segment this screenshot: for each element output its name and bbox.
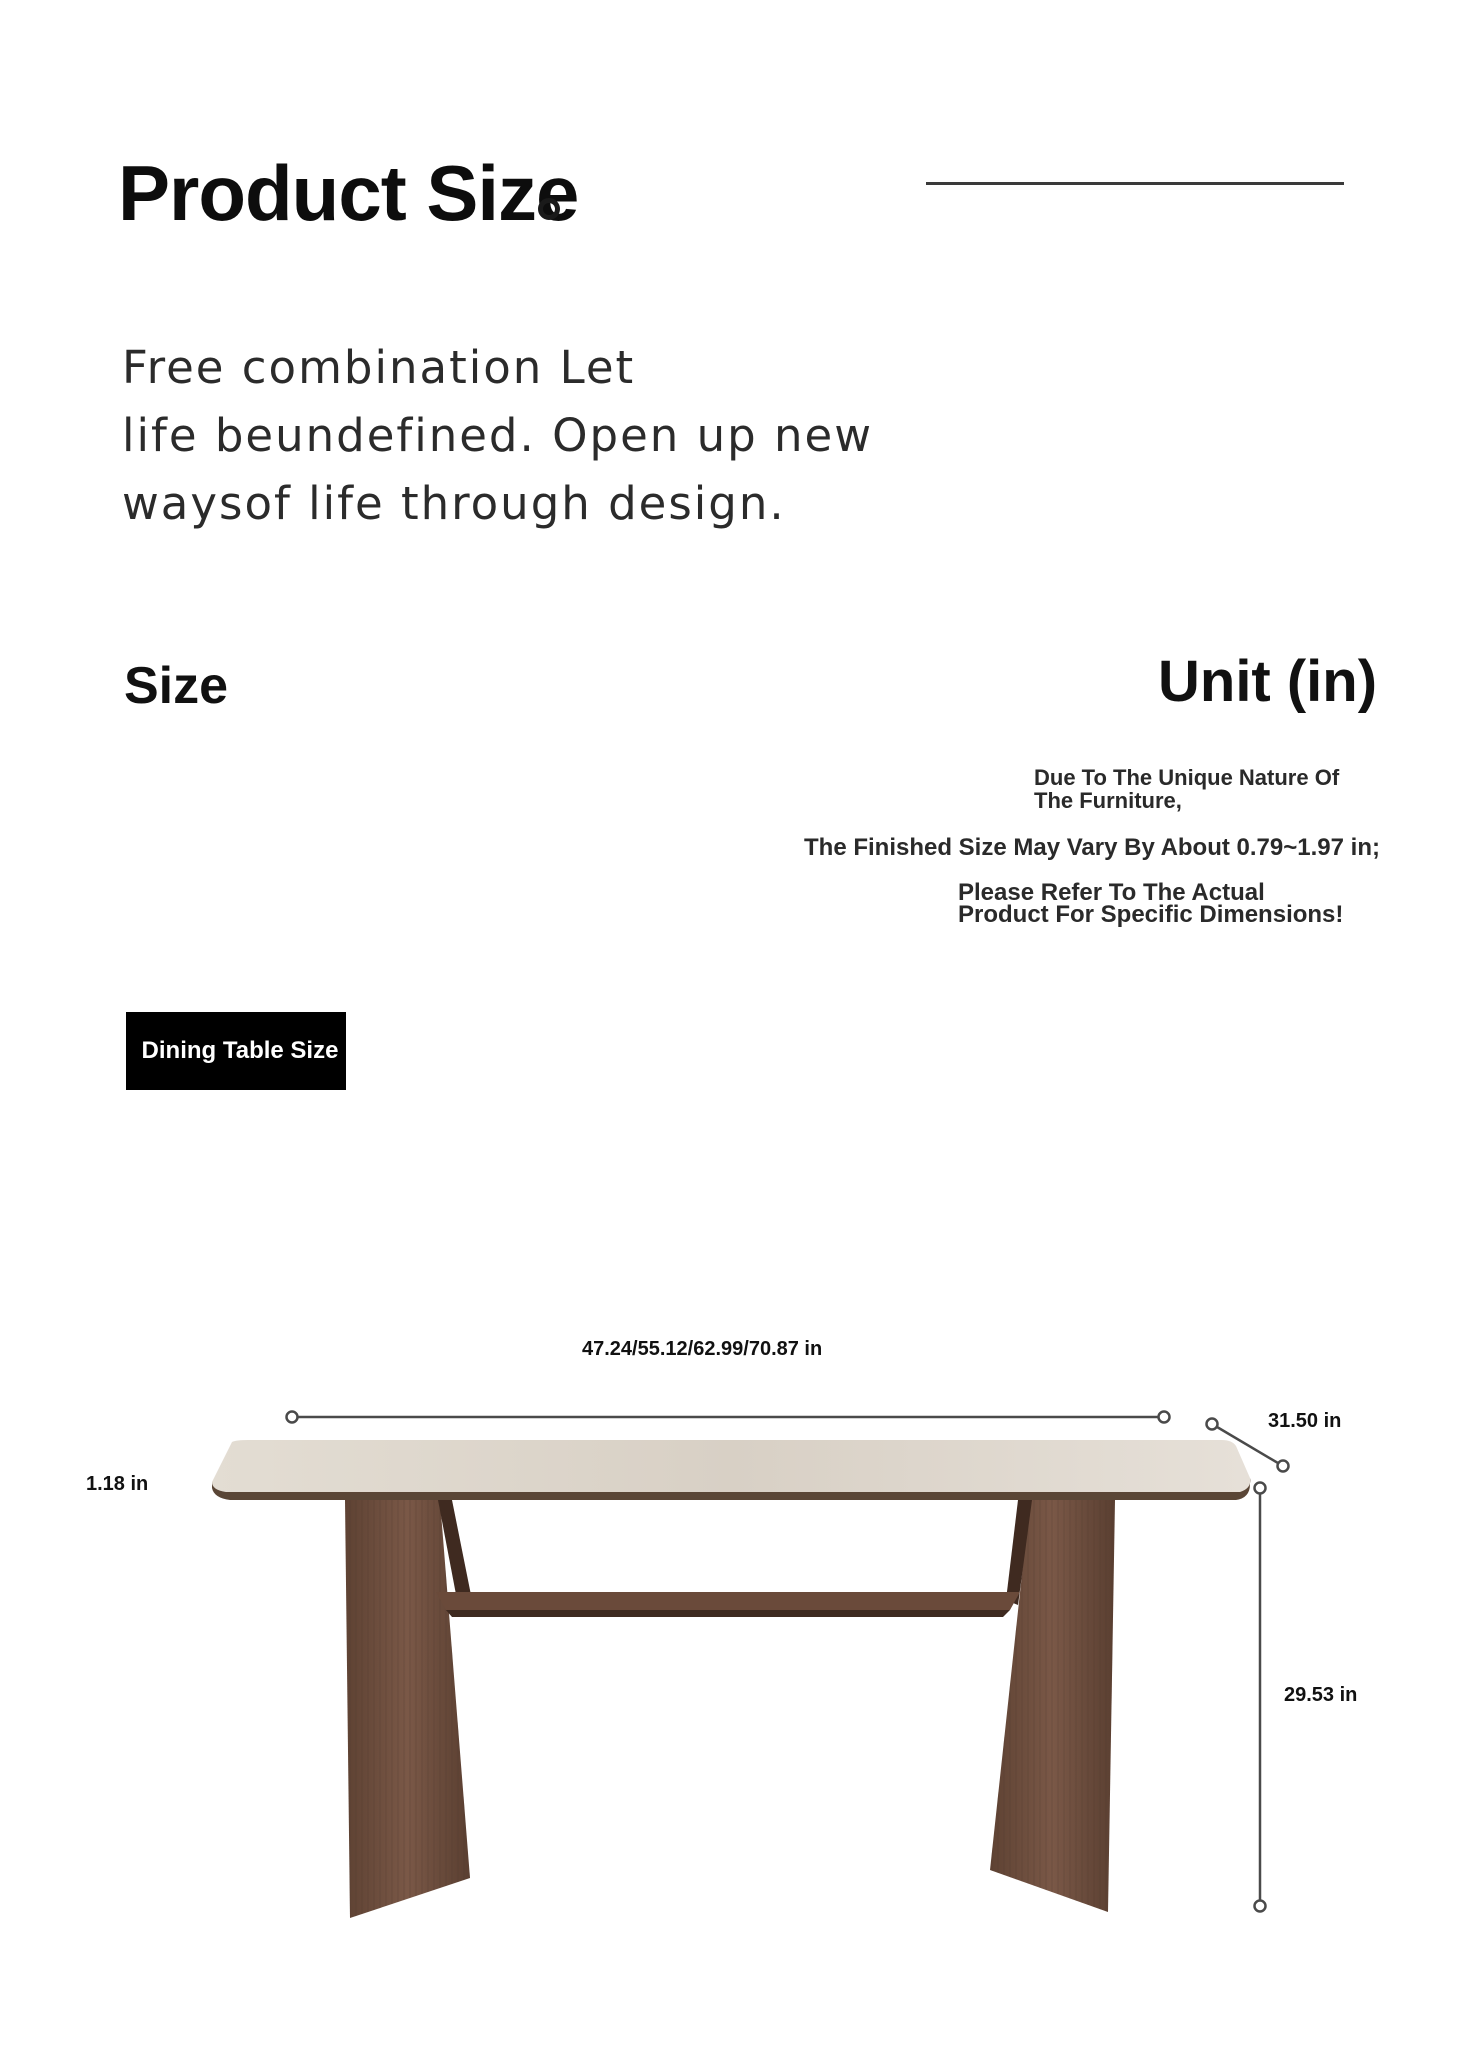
top-thickness-label: 1.18 in (86, 1473, 149, 1495)
height-dimension-label: 29.53 in (1284, 1684, 1358, 1706)
size-note-3-line-1: Please Refer To The Actual (958, 879, 1265, 906)
size-note-3-line-2: Product For Specific Dimensions! (958, 901, 1344, 928)
tagline-line-2: life beundefined. Open up new (122, 409, 873, 462)
width-dimension-label: 31.50 in (1268, 1410, 1342, 1432)
height-dimension-line (1255, 1483, 1266, 1912)
length-dimension-line (287, 1412, 1170, 1423)
right-table-leg (990, 1500, 1115, 1912)
dining-table-size-badge: Dining Table Size (126, 1012, 346, 1090)
size-note-1-line-1: Due To The Unique Nature Of (1034, 765, 1340, 790)
length-dimension-label: 47.24/55.12/62.99/70.87 in (582, 1338, 823, 1360)
page-title: Product Size (118, 149, 579, 237)
tagline-line-3: waysof life through design. (122, 477, 786, 530)
tabletop (212, 1440, 1250, 1500)
tagline-line-1: Free combination Let (122, 341, 636, 394)
size-heading: Size (124, 657, 229, 715)
size-note-1-line-2: The Furniture, (1034, 788, 1182, 813)
size-note-2: The Finished Size May Vary By About 0.79~1.97 in; (804, 834, 1380, 861)
unit-heading: Unit (in) (1158, 649, 1378, 714)
left-table-leg (345, 1500, 472, 1918)
table-stretcher (436, 1592, 1020, 1617)
